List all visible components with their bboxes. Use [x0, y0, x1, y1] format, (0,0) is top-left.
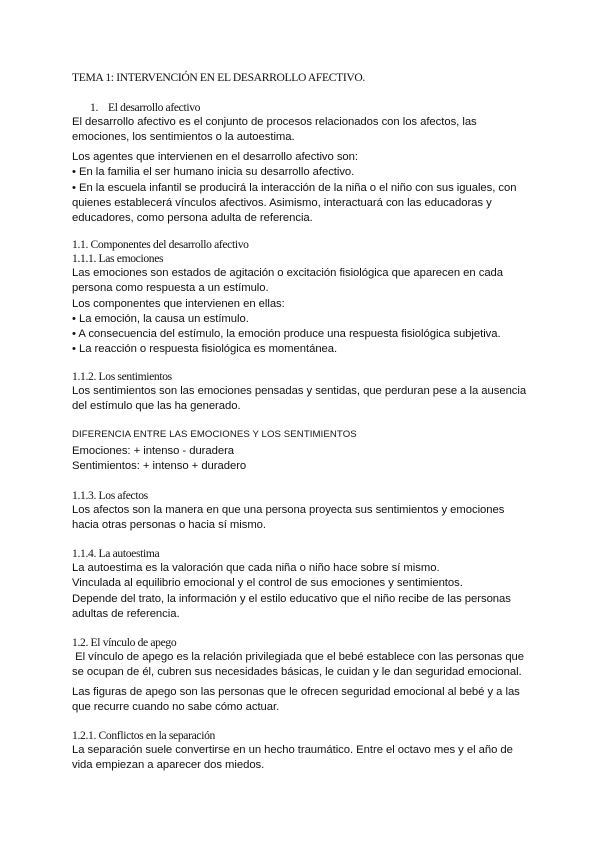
section-1-1-3-heading: 1.1.3. Los afectos: [72, 489, 148, 502]
section-1-2-heading: 1.2. El vínculo de apego: [72, 636, 177, 649]
text-line: Sentimientos: + intenso + duradero: [72, 460, 247, 473]
section-1-1-2-heading: 1.1.2. Los sentimientos: [72, 370, 172, 383]
text-line: quienes establecerá vínculos afectivos. Asimismo, interactuará con las educadoras y: [72, 196, 492, 209]
text-line: El vínculo de apego es la relación privilegiada que el bebé establece con las personas que: [72, 651, 525, 663]
bullet-item: • La emoción, la causa un estímulo.: [72, 312, 249, 325]
text-line: educadores, como persona adulta de referencia.: [72, 212, 313, 225]
section-1-paragraph-2: [72, 150, 532, 226]
text-line: vida empiezan a aparecer dos miedos.: [72, 759, 265, 772]
section-1-1-2-body: [72, 384, 532, 415]
text-line: que recurre cuando no sabe cómo actuar.: [72, 701, 280, 714]
section-1-1-4-heading: 1.1.4. La autoestima: [72, 547, 160, 560]
section-1-1-4-body: [72, 561, 532, 622]
section-1-number: 1.: [90, 101, 98, 114]
section-1-2-paragraph-2: [72, 685, 532, 716]
text-line: Emociones: + intenso - duradera: [72, 445, 235, 457]
section-1-title: El desarrollo afectivo: [108, 101, 201, 114]
text-line: Depende del trato, la información y el estilo educativo que el niño recibe de las personas: [72, 592, 511, 605]
text-line: Las figuras de apego son las personas que le ofrecen seguridad emocional al bebé y a las: [72, 686, 520, 698]
difference-heading: DIFERENCIA ENTRE LAS EMOCIONES Y LOS SENTIMIENTOS: [72, 429, 357, 440]
text-line: La autoestima es la valoración que cada niña o niño hace sobre sí mismo.: [72, 562, 440, 574]
document-title: TEMA 1: INTERVENCIÓN EN EL DESARROLLO AFECTIVO.: [72, 71, 365, 84]
text-line: emociones, los sentimientos o la autoestima.: [72, 131, 295, 144]
bullet-item: • La reacción o respuesta fisiológica es momentánea.: [72, 343, 338, 356]
bullet-item: • A consecuencia del estímulo, la emoción produce una respuesta fisiológica subjetiva.: [72, 328, 501, 341]
section-1-1-3-body: [72, 503, 532, 534]
text-line: Los componentes que intervienen en ellas:: [72, 297, 285, 310]
text-line: Vinculada al equilibrio emocional y el control de sus emociones y sentimientos.: [72, 577, 463, 590]
section-1-2-1-body: [72, 743, 532, 774]
text-line: Las emociones son estados de agitación o excitación fisiológica que aparecen en cada: [72, 267, 504, 279]
difference-body: [72, 444, 532, 475]
text-line: hacia otras personas o hacia sí mismo.: [72, 519, 267, 532]
section-1-paragraph-1: [72, 115, 532, 146]
text-line: se ocupan de él, cubren sus necesidades básicas, le cuidan y le dan seguridad emocional.: [72, 666, 522, 679]
bullet-item: • En la familia el ser humano inicia su desarrollo afectivo.: [72, 166, 355, 179]
section-1-heading: [90, 101, 200, 115]
section-1-2-paragraph-1: [72, 650, 532, 681]
text-line: Los agentes que intervienen en el desarrollo afectivo son:: [72, 151, 358, 163]
bullet-item: • En la escuela infantil se producirá la interacción de la niña o el niño con sus iguales, con: [72, 181, 517, 194]
text-line: Los sentimientos son las emociones pensadas y sentidas, que perduran pese a la ausencia: [72, 385, 527, 397]
section-1-1-1-body: [72, 266, 532, 358]
text-line: La separación suele convertirse en un hecho traumático. Entre el octavo mes y el año de: [72, 744, 513, 756]
section-1-2-1-heading: 1.2.1. Conflictos en la separación: [72, 729, 215, 742]
section-1-1-1-heading: 1.1.1. Las emociones: [72, 252, 164, 265]
section-1-1-heading: 1.1. Componentes del desarrollo afectivo: [72, 238, 249, 251]
text-line: persona como respuesta a un estímulo.: [72, 282, 269, 295]
text-line: Los afectos son la manera en que una persona proyecta sus sentimientos y emociones: [72, 504, 505, 516]
text-line: adultas de referencia.: [72, 607, 180, 620]
text-line: del estímulo que las ha generado.: [72, 400, 241, 413]
text-line: El desarrollo afectivo es el conjunto de procesos relacionados con los afectos, las: [72, 116, 477, 128]
